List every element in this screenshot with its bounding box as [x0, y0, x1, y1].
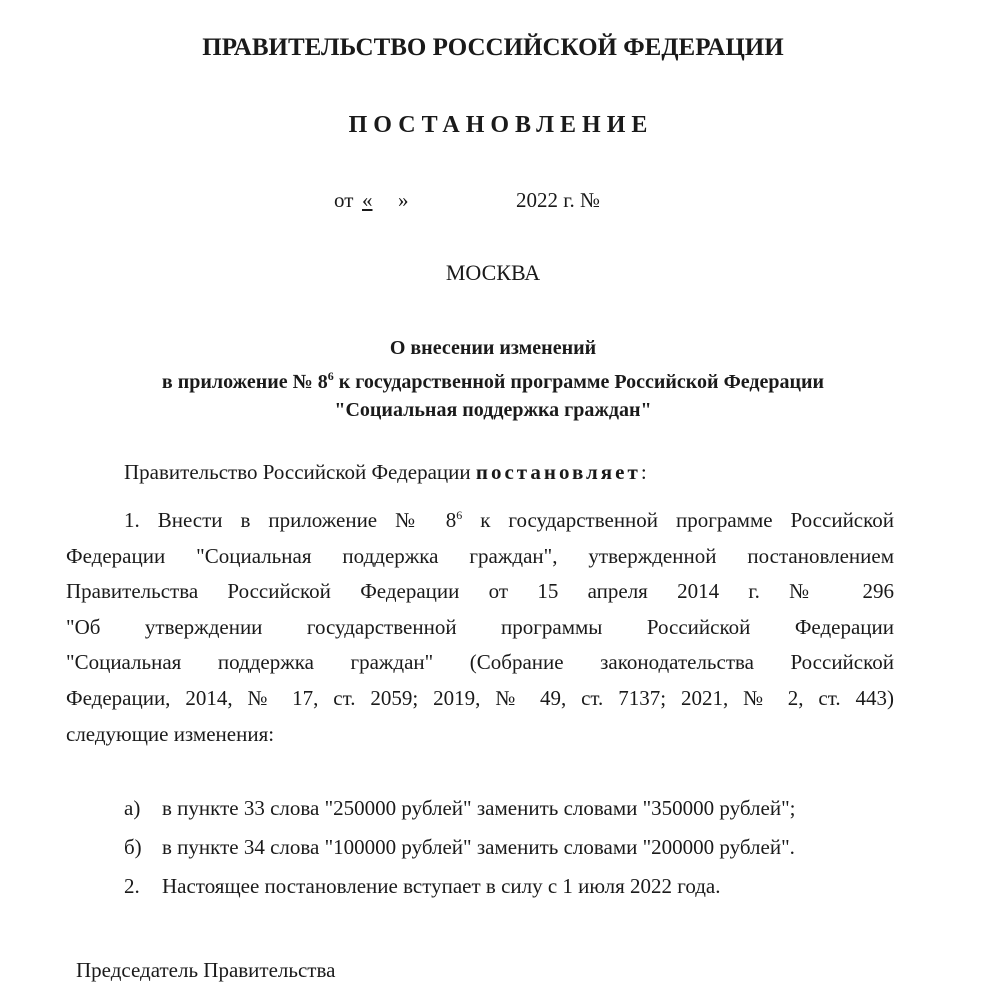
preamble-text: Правительство Российской Федерации [124, 460, 476, 484]
date-quote-open: « [362, 188, 373, 212]
preamble-decrees-word: постановляет [475, 460, 641, 484]
point-1-line-1-post: к государственной программе Российской [462, 508, 894, 532]
heading-superscript: 6 [327, 369, 334, 383]
decree-title: ПОСТАНОВЛЕНИЕ [348, 112, 654, 138]
item-a [124, 796, 796, 821]
point-1-line-7: следующие изменения: [66, 721, 275, 746]
date-year-number: 2022 г. № [516, 188, 601, 212]
date-quote-close: » [398, 188, 409, 212]
point-1-superscript: 6 [456, 508, 463, 522]
preamble-colon: : [640, 460, 647, 484]
item-a-marker: а) [124, 796, 141, 820]
government-title: ПРАВИТЕЛЬСТВО РОССИЙСКОЙ ФЕДЕРАЦИИ [202, 34, 784, 61]
preamble [124, 460, 647, 485]
heading-line-1: О внесении изменений [389, 337, 597, 359]
item-b-text: в пункте 34 слова "100000 рублей" заменить словами "200000 рублей". [162, 835, 795, 859]
item-b-marker: б) [124, 835, 142, 859]
point-1-line-3: Правительства Российской Федерации от 15 апреля 2014 г. № 296 [66, 579, 894, 604]
signature-title: Председатель Правительства [76, 958, 336, 982]
point-1-line-6: Федерации, 2014, № 17, ст. 2059; 2019, № 49, ст. 7137; 2021, № 2, ст. 443) [66, 685, 894, 710]
heading-line-2 [0, 362, 986, 396]
heading-line-3: "Социальная поддержка граждан" [334, 399, 652, 421]
point-1-paragraph [66, 498, 894, 752]
point-2-marker: 2. [124, 874, 140, 898]
item-b [124, 835, 795, 860]
city-name: МОСКВА [445, 260, 541, 285]
date-from-label: от [334, 188, 354, 212]
point-1-line-2: Федерации "Социальная поддержка граждан", утвержденной постановлением [66, 543, 894, 568]
heading-line-2-pre: в приложение № 8 [161, 371, 328, 393]
point-1-line-4: "Об утверждении государственной программы Российской Федерации [66, 614, 894, 639]
document-heading [0, 334, 986, 424]
point-1-line-5: "Социальная поддержка граждан" (Собрание законодательства Российской [66, 650, 894, 675]
point-1-line-1 [66, 498, 894, 539]
point-2 [124, 874, 720, 899]
item-a-text: в пункте 33 слова "250000 рублей" заменить словами "350000 рублей"; [162, 796, 796, 820]
heading-line-2-post: к государственной программе Российской Федерации [333, 371, 825, 393]
point-2-text: Настоящее постановление вступает в силу с 1 июля 2022 года. [162, 874, 721, 898]
point-1-line-1-pre: 1. Внести в приложение № 8 [124, 508, 457, 532]
